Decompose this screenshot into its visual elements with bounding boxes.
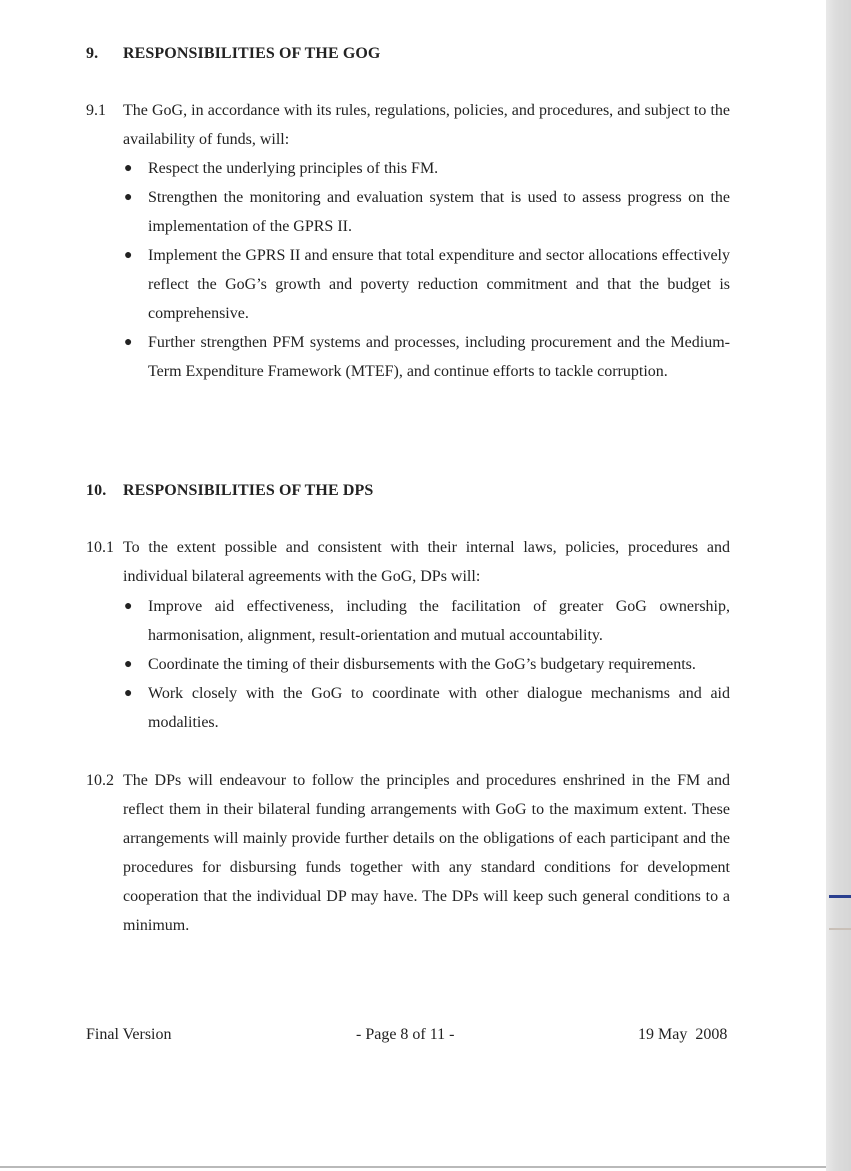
section-9-heading [86,44,380,64]
list-item: ● Strengthen the monitoring and evaluation system that is used to assess progress on the implementation of the GPRS II. [123,183,730,241]
bullet-icon: ● [124,686,133,701]
list-item: ● Work closely with the GoG to coordinate with other dialogue mechanisms and aid modalities. [123,679,730,737]
scan-right-edge [826,0,851,1171]
paragraph-10-1-intro: To the extent possible and consistent with their internal laws, policies, procedures and individual bilateral agreements with the GoG, DPs will: [123,539,730,585]
section-10-title: RESPONSIBILITIES OF THE DPS [123,482,374,499]
footer-date: 19 May 2008 [638,1026,728,1043]
list-item: ● Further strengthen PFM systems and processes, including procurement and the Medium-Term Expenditure Framework (MTEF), and continue efforts to tackle corruption. [123,328,730,386]
bullet-icon: ● [124,248,133,263]
list-item: ● Improve aid effectiveness, including the facilitation of greater GoG ownership, harmonisation, alignment, result-orientation and mutual accountability. [123,592,730,650]
section-9-bullet-list [123,154,730,386]
paragraph-10-1-number: 10.1 [86,539,114,556]
bullet-icon: ● [124,599,133,614]
section-10-bullet-list [123,592,730,737]
list-item: ● Coordinate the timing of their disbursements with the GoG’s budgetary requirements. [123,650,730,679]
list-item: ● Implement the GPRS II and ensure that total expenditure and sector allocations effectively reflect the GoG’s growth and poverty reduction commitment and that the budget is comprehensive. [123,241,730,328]
footer-version: Final Version [86,1026,172,1043]
bullet-icon: ● [124,335,133,350]
scan-artifact-mark [829,895,851,898]
bullet-icon: ● [124,657,133,672]
section-10-number: 10. [86,482,107,499]
section-9-title: RESPONSIBILITIES OF THE GOG [123,45,381,62]
section-10-heading [86,481,373,501]
section-9-number: 9. [86,45,99,62]
paragraph-10-2 [86,766,730,940]
bullet-icon: ● [124,190,133,205]
scan-artifact-mark [829,928,851,930]
bullet-icon: ● [124,161,133,176]
footer-page-number: - Page 8 of 11 - [356,1026,455,1043]
paragraph-10-2-text: The DPs will endeavour to follow the principles and procedures enshrined in the FM and reflect them in their bilateral funding arrangements with GoG to the maximum extent. These arrangements will mainly provide further details on the obligations of each participant and the procedures for disbursing funds together with any standard conditions for development cooperation that the individual DP may have. The DPs will keep such general conditions to a minimum. [123,772,730,934]
paragraph-9-1-number: 9.1 [86,102,106,119]
paragraph-10-2-number: 10.2 [86,772,114,789]
scan-bottom-edge [0,1166,826,1168]
paragraph-10-1 [86,533,730,591]
paragraph-9-1 [86,96,730,154]
list-item: ● Respect the underlying principles of this FM. [123,154,730,183]
paragraph-9-1-intro: The GoG, in accordance with its rules, regulations, policies, and procedures, and subject to the availability of funds, will: [123,102,730,148]
